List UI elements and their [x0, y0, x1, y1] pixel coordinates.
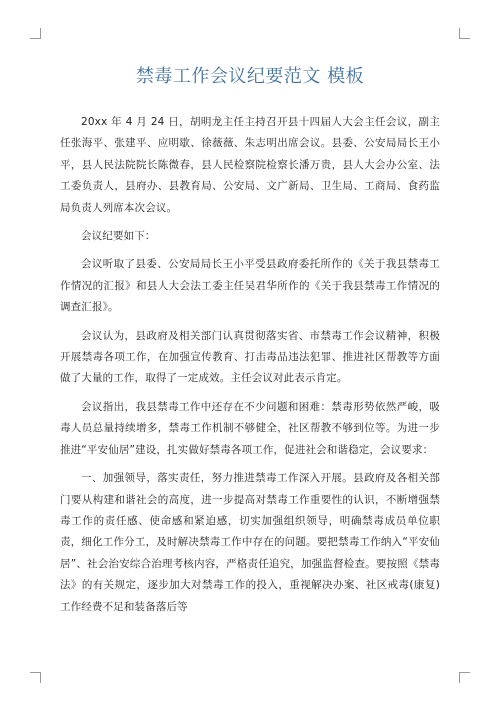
page-corner-mark-top-right [459, 28, 470, 39]
paragraph-meeting-info: 20xx 年 4 月 24 日，胡明龙主任主持召开县十四届人大会主任会议，副主任张海平、张建平、应明歇、徐薇薇、朱志明出席会议。县委、公安局局长王小平，县人民法院院长陈微春，县人民检察院检察长潘万贵，县人大会办公室、法工委负责人，县府办、县教育局、公安局、文广新局、卫生局、工商局、食药监局负责人列席本次会议。 [60, 116, 440, 214]
page-corner-mark-bottom-left [30, 672, 41, 683]
document-body [60, 112, 440, 625]
paragraph-meeting-opinion: 会议认为，县政府及相关部门认真贯彻落实省、市禁毒工作会议精神，积极开展禁毒各项工作，在加强宣传教育、打击毒品违法犯罪、推进社区帮教等方面做了大量的工作，取得了一定成效。主任会议对此表示肯定。 [60, 329, 440, 385]
paragraph-requirement-one: 一、加强领导，落实责任，努力推进禁毒工作深入开展。县政府及各相关部门要从构建和谐社会的高度，进一步提高对禁毒工作重要性的认识，不断增强禁毒工作的责任感、使命感和紧迫感，切实加强组织领导，明确禁毒成员单位职责，细化工作分工，及时解决禁毒工作中存在的问题。要把禁毒工作纳入“平安仙居”、社会治安综合治理考核内容，严格责任追究，加强监督检查。要按照《禁毒法》的有关规定，逐步加大对禁毒工作的投入，重视解决办案、社区戒毒(康复)工作经费不足和装备落后等 [60, 472, 440, 613]
document-title: 禁毒工作会议纪要范文 模板 [135, 66, 365, 87]
page-corner-mark-bottom-right [459, 672, 470, 683]
page-corner-mark-top-left [30, 28, 41, 39]
paragraph-minutes-intro: 会议纪要如下： [81, 230, 156, 243]
paragraph-problems-noted: 会议指出，我县禁毒工作中还存在不少问题和困难：禁毒形势依然严峻，吸毒人员总量持续增多，禁毒工作机制不够健全，社区帮教不够到位等。为进一步推进“平安仙居”建设，扎实做好禁毒各项工作，促进社会和谐稳定，会议要求： [60, 400, 440, 456]
paragraph-reports-heard: 会议听取了县委、公安局局长王小平受县政府委托所作的《关于我县禁毒工作情况的汇报》和县人大会法工委主任吴君华所作的《关于我县禁毒工作情况的调查汇报》。 [60, 258, 440, 314]
